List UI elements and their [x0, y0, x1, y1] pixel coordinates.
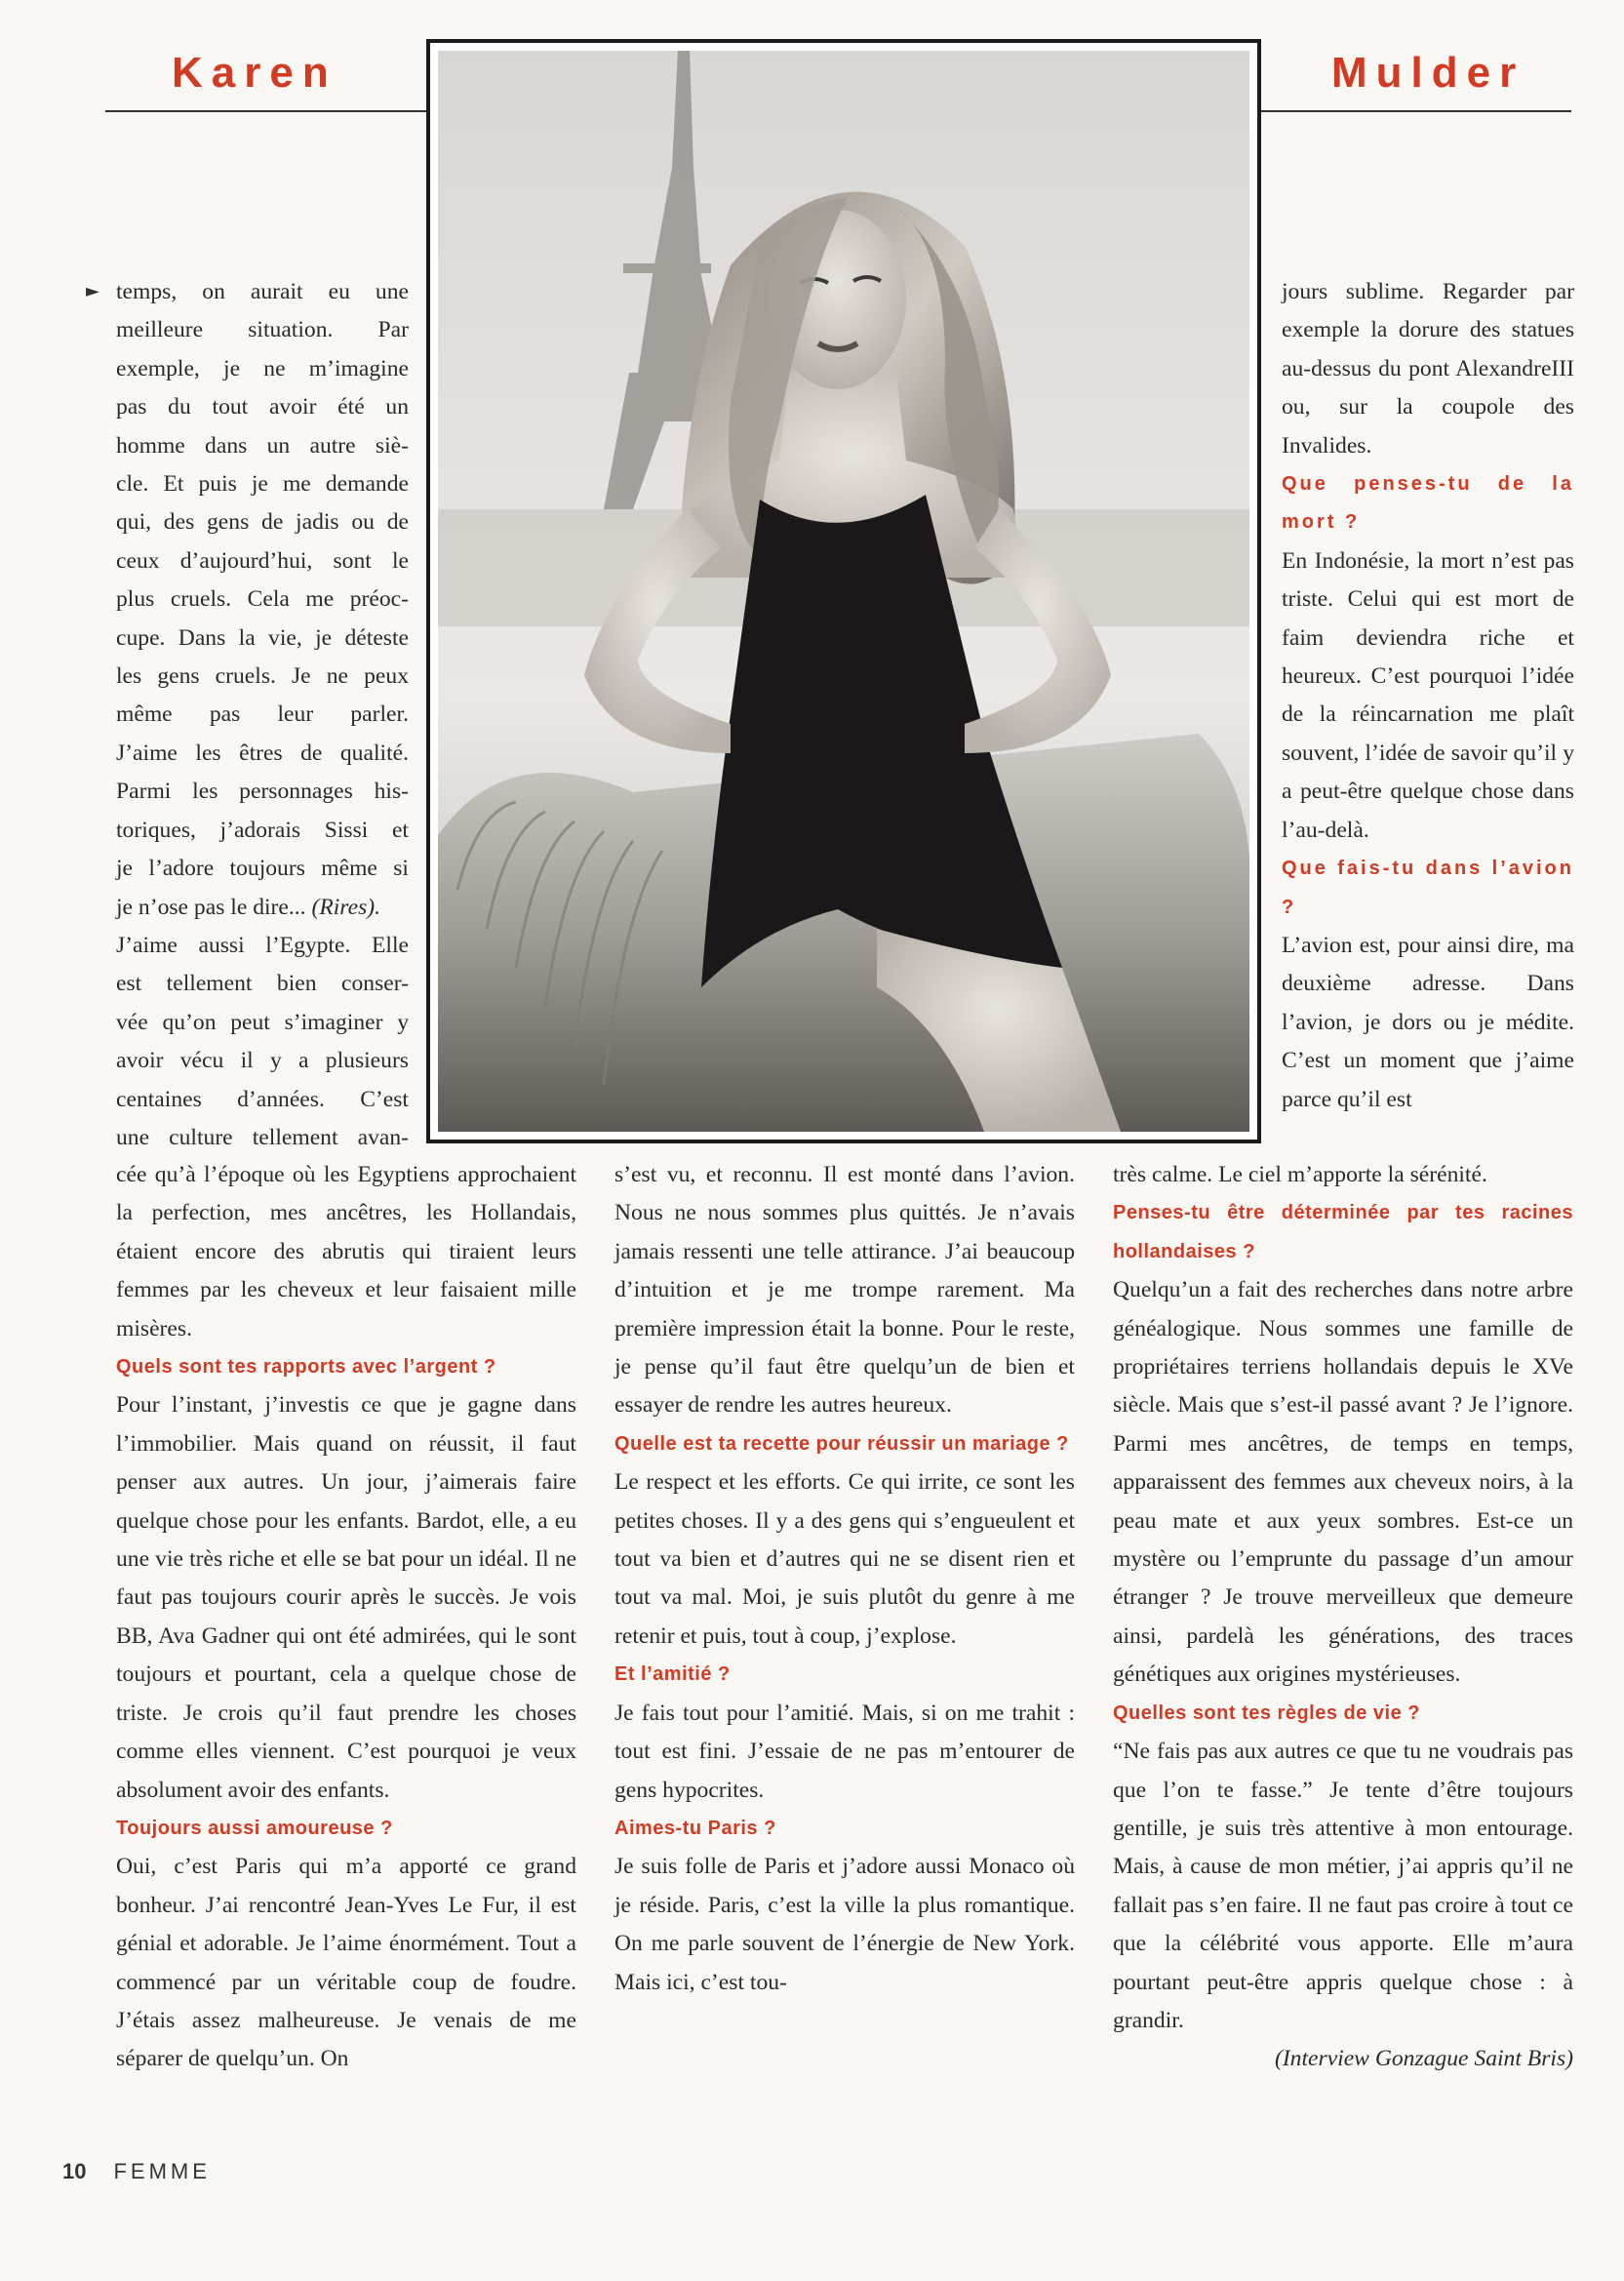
col1-top-line	[116, 580, 409, 619]
col1-top-line-text: les gens cruels. Je ne peux	[116, 663, 409, 690]
page-footer	[62, 2159, 211, 2184]
answer-plane: L’avion est, pour ainsi dire, ma deuxième adresse. Dans l’avion, je dors ou je médite. C’est un moment que j’aime parce qu’il est	[1282, 932, 1574, 1112]
col1-top-line-text: J’aime les êtres de qualité.	[116, 740, 409, 766]
header-name-left: Karen	[172, 49, 337, 97]
question-roots: Penses-tu être déterminée par tes racines hollandaises ?	[1113, 1202, 1573, 1262]
portrait-photo	[426, 39, 1261, 1143]
col1-top-line-text: ceux d’aujourd’hui, sont le	[116, 547, 409, 574]
question-money: Quels sont tes rapports avec l’argent ?	[116, 1356, 496, 1379]
col1-top-line-text: centaines d’années. C’est	[116, 1086, 409, 1112]
question-friendship: Et l’amitié ?	[614, 1663, 731, 1686]
col1-paragraph: cée qu’à l’époque où les Egyptiens approchaient la perfection, mes ancêtres, les Hollandais, étaient encore des abrutis qui tiraient leurs femmes par les cheveux et leur faisaient mille misères.	[116, 1162, 576, 1341]
col1-top-line	[116, 1004, 409, 1042]
col1-top-line-text: cle. Et puis je me demande	[116, 471, 409, 498]
col1-top-line	[116, 620, 409, 658]
col1-top-line	[116, 927, 409, 965]
col1-top-line-text: une culture tellement avan-	[116, 1124, 409, 1150]
col2	[614, 1156, 1075, 2002]
col1-top-line-text: qui, des gens de jadis ou de	[116, 509, 409, 536]
col1-top-line	[116, 427, 409, 465]
answer-rules: “Ne fais pas aux autres ce que tu ne voudrais pas que l’on te fasse.” Je tente d’être toujours gentille, je suis très attentive à mon entourage. Mais, à cause de mon métier, j’ai appris qu’il ne fallait pas s’en faire. Il ne faut pas croire à tout ce que la célébrité vous apporte. Elle m’aura pourtant peut-être appris quelque chose : à grandir.	[1113, 1739, 1573, 2033]
page-number: 10	[62, 2159, 87, 2183]
answer-death: En Indonésie, la mort n’est pas triste. Celui qui est mort de faim deviendra riche et heureux. C’est pourquoi l’idée de la réincarnation me plaît souvent, l’idée de savoir qu’il y a peut-être quelque chose dans l’au-delà.	[1282, 547, 1574, 843]
col1-top-line	[116, 465, 409, 503]
col1-bottom	[116, 1156, 576, 2079]
col2-paragraph: s’est vu, et reconnu. Il est monté dans l’avion. Nous ne nous sommes plus quittés. Je n’avais jamais ressenti une telle attirance. J’ai beaucoup d’intuition et je me trompe rarement. Ma première impression était la bonne. Pour le reste, je pense qu’il faut être quelqu’un de bien et essayer de rendre les autres heureux.	[614, 1162, 1075, 1419]
col1-top-line	[116, 773, 409, 811]
question-paris: Aimes-tu Paris ?	[614, 1817, 776, 1839]
rires-aside: (Rires).	[311, 894, 381, 920]
answer-friendship: Je fais tout pour l’amitié. Mais, si on me trahit : tout est fini. J’essaie de ne pas m’entourer de gens hypocrites.	[614, 1700, 1075, 1803]
header-rule-right	[1261, 110, 1571, 112]
col1-top-line	[116, 350, 409, 388]
col1-top-line	[116, 1119, 409, 1157]
col3-bottom	[1113, 1156, 1573, 2079]
col1-top	[116, 273, 409, 1157]
question-plane: Que fais-tu dans l’avion ?	[1282, 858, 1574, 918]
header-rule-left	[105, 110, 427, 112]
col1-top-line-text: plus cruels. Cela me préoc-	[116, 586, 409, 613]
col1-top-line-text: exemple, je ne m’imagine	[116, 355, 409, 381]
answer-roots: Quelqu’un a fait des recherches dans notre arbre généalogique. Nous sommes une famille de propriétaires terriens hollandais depuis le XVe siècle. Mais que s’est-il passé avant ? Je l’ignore. Parmi mes ancêtres, de temps en temps, apparaissent des femmes aux cheveux noirs, à la peau mate et aux yeux sombres. Est-ce un mystère ou l’emprunte du passage d’un amour étranger ? Je trouve merveilleux que demeure ainsi, pardelà les générations, des traces génétiques aux origines mystérieuses.	[1113, 1277, 1573, 1688]
col3-top	[1282, 273, 1574, 1119]
col3-paragraph: très calme. Le ciel m’apporte la sérénité.	[1113, 1162, 1487, 1187]
col1-top-line-text: toriques, j’adorais Sissi et	[116, 817, 409, 843]
question-rules: Quelles sont tes règles de vie ?	[1113, 1701, 1421, 1724]
header-name-right: Mulder	[1331, 49, 1525, 97]
col1-top-line-text: est tellement bien conser-	[116, 971, 409, 997]
col1-top-line-text: temps, on aurait eu une	[116, 279, 409, 304]
col1-top-line	[116, 735, 409, 773]
col1-top-line	[116, 850, 409, 888]
col1-top-line-text: je l’adore toujours même si	[116, 856, 409, 882]
col1-top-line-text: cupe. Dans la vie, je déteste	[116, 624, 409, 651]
continuation-arrow-icon: ►	[86, 281, 99, 301]
answer-paris: Je suis folle de Paris et j’adore aussi Monaco où je réside. Paris, c’est la ville la plus romantique. On me parle souvent de l’énergie de New York. Mais ici, c’est tou-	[614, 1854, 1075, 1995]
magazine-name: FEMME	[113, 2159, 211, 2183]
col1-top-line-text: vée qu’on peut s’imaginer y	[116, 1009, 409, 1035]
answer-money: Pour l’instant, j’investis ce que je gagne dans l’immobilier. Mais quand on réussit, il faut penser aux autres. Un jour, j’aimerais faire quelque chose pour les enfants. Bardot, elle, a eu une vie très riche et elle se bat pour un idéal. Il ne faut pas toujours courir après le succès. Je vois BB, Ava Gadner qui ont été admirées, qui le sont toujours et pourtant, cela a quelque chose de triste. Je crois qu’il faut prendre les choses comme elles viennent. C’est pourquoi je veux absolument avoir des enfants.	[116, 1392, 576, 1803]
interview-credit: (Interview Gonzague Saint Bris)	[1274, 2046, 1573, 2072]
col1-top-line-text: avoir vécu il y a plusieurs	[116, 1048, 409, 1074]
col1-top-line-text: Parmi les personnages his-	[116, 779, 409, 805]
col1-top-line-text: J’aime aussi l’Egypte. Elle	[116, 932, 409, 958]
question-love: Toujours aussi amoureuse ?	[116, 1817, 393, 1839]
col1-top-line	[116, 542, 409, 580]
col1-top-line-text: pas du tout avoir été un	[116, 394, 409, 420]
question-marriage: Quelle est ta recette pour réussir un mariage ?	[614, 1432, 1069, 1455]
col1-top-line	[116, 658, 409, 696]
col1-top-line	[116, 812, 409, 850]
answer-marriage: Le respect et les efforts. Ce qui irrite, ce sont les petites choses. Il y a des gens qui s’engueulent et tout va bien et d’autres qui ne se disent rien et tout va mal. Moi, je suis plutôt du genre à me retenir et puis, tout à coup, j’explose.	[614, 1469, 1075, 1649]
answer-love: Oui, c’est Paris qui m’a apporté ce grand bonheur. J’ai rencontré Jean-Yves Le Fur, il est génial et adorable. Je l’aime énormément. Tout a commencé par un véritable coup de foudre. J’étais assez malheureuse. Je venais de me séparer de quelqu’un. On	[116, 1854, 576, 2072]
col1-top-line	[116, 503, 409, 541]
col1-top-line	[116, 1081, 409, 1119]
col1-top-line	[116, 696, 409, 734]
col1-top-line	[116, 388, 409, 426]
col1-top-line-text: meilleure situation. Par	[116, 317, 409, 343]
col1-top-line-text: même pas leur parler.	[116, 701, 409, 728]
col1-top-line-text: homme dans un autre siè-	[116, 432, 409, 459]
col1-top-line	[116, 965, 409, 1003]
col1-top-line	[116, 311, 409, 349]
col1-top-line-text: je n’ose pas le dire...	[116, 894, 312, 920]
col1-top-line	[116, 1042, 409, 1080]
col3-paragraph: jours sublime. Regarder par exemple la dorure des statues au-dessus du pont AlexandreIII ou, sur la coupole des Invalides.	[1282, 279, 1574, 459]
question-death: Que penses-tu de la mort ?	[1282, 473, 1574, 534]
col1-top-line	[116, 889, 409, 927]
portrait-illustration	[438, 51, 1249, 1132]
col1-top-line	[116, 273, 409, 311]
